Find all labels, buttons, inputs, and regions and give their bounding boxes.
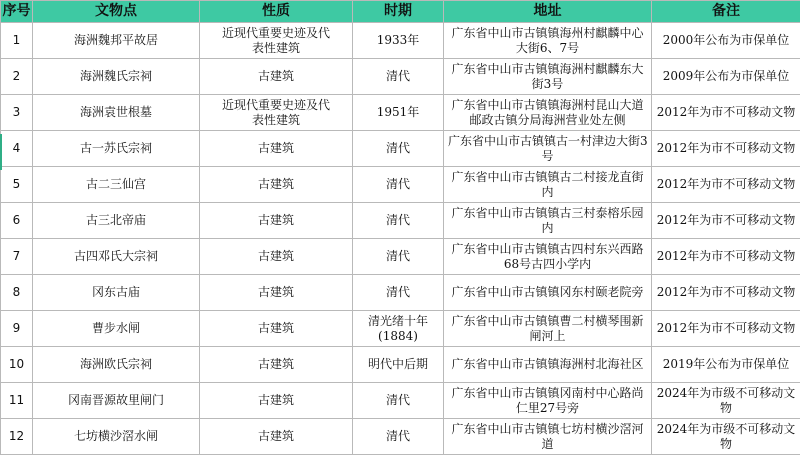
cell-no[interactable]: 5 <box>1 167 33 203</box>
cell-period-line: (1884) <box>378 328 418 343</box>
header-relic-site[interactable]: 文物点 <box>33 1 200 23</box>
cell-nature[interactable] <box>200 203 353 239</box>
cell-address[interactable] <box>444 95 652 131</box>
cell-address-line: 68号古四小学内 <box>503 256 592 271</box>
cell-address-line: 仁里27号旁 <box>515 400 580 415</box>
cell-note[interactable]: 2012年为市不可移动文物 <box>652 131 800 167</box>
cell-period[interactable] <box>353 95 444 131</box>
cell-period-line: 清代 <box>385 393 410 407</box>
cell-relic-site[interactable]: 曹步水闸 <box>33 311 200 347</box>
cell-note[interactable]: 2019年公布为市保单位 <box>652 347 800 383</box>
cell-address-line: 邮政古镇分局海洲营业处左侧 <box>469 112 626 127</box>
cell-nature-line: 表性建筑 <box>251 112 300 127</box>
cell-period-line: 清代 <box>385 141 410 155</box>
cell-address[interactable] <box>444 383 652 419</box>
cell-no[interactable]: 3 <box>1 95 33 131</box>
cell-period-line: 清代 <box>385 429 410 443</box>
cell-relic-site[interactable]: 古一苏氏宗祠 <box>33 131 200 167</box>
cell-period[interactable] <box>353 275 444 311</box>
selected-row-marker <box>0 134 2 170</box>
cell-nature-line: 古建筑 <box>257 141 294 155</box>
cell-no[interactable]: 11 <box>1 383 33 419</box>
header-nature[interactable]: 性质 <box>200 1 353 23</box>
cell-no[interactable]: 8 <box>1 275 33 311</box>
cell-nature[interactable] <box>200 131 353 167</box>
cell-no[interactable]: 6 <box>1 203 33 239</box>
table-row <box>1 95 800 131</box>
cell-nature-line: 古建筑 <box>257 285 294 299</box>
cell-address-line: 广东省中山市古镇镇古一村津边大街3 <box>448 133 648 148</box>
cell-nature[interactable] <box>200 95 353 131</box>
cell-relic-site[interactable]: 冈东古庙 <box>33 275 200 311</box>
cell-relic-site[interactable]: 海洲袁世根墓 <box>33 95 200 131</box>
cell-nature-line: 古建筑 <box>257 177 294 191</box>
cell-address-line: 内 <box>541 220 554 235</box>
cell-period[interactable] <box>353 203 444 239</box>
cell-no[interactable]: 12 <box>1 419 33 455</box>
cell-relic-site[interactable]: 海洲魏邦平故居 <box>33 23 200 59</box>
cell-address-line: 广东省中山市古镇镇古二村接龙直街 <box>451 169 644 184</box>
cell-note[interactable]: 2012年为市不可移动文物 <box>652 311 800 347</box>
cell-nature[interactable] <box>200 239 353 275</box>
cell-nature-line: 表性建筑 <box>251 40 300 55</box>
cell-nature[interactable] <box>200 419 353 455</box>
header-row <box>1 1 800 23</box>
cell-nature-line: 古建筑 <box>257 357 294 371</box>
header-note[interactable]: 备注 <box>652 1 800 23</box>
cell-nature[interactable] <box>200 383 353 419</box>
cell-no[interactable]: 1 <box>1 23 33 59</box>
cell-address-line: 闸河上 <box>529 328 566 343</box>
table-row <box>1 311 800 347</box>
cell-period[interactable] <box>353 347 444 383</box>
cell-address[interactable] <box>444 23 652 59</box>
cell-address-line: 广东省中山市古镇镇海洲村北海社区 <box>451 357 644 371</box>
cell-period[interactable] <box>353 59 444 95</box>
cell-relic-site[interactable]: 海洲魏氏宗祠 <box>33 59 200 95</box>
cell-note[interactable]: 2012年为市不可移动文物 <box>652 203 800 239</box>
cell-address-line: 广东省中山市古镇镇七坊村横沙滘河 <box>451 421 644 436</box>
table-row <box>1 347 800 383</box>
cell-note[interactable]: 2012年为市不可移动文物 <box>652 95 800 131</box>
cell-address[interactable] <box>444 167 652 203</box>
cell-note[interactable]: 2012年为市不可移动文物 <box>652 167 800 203</box>
table-row <box>1 239 800 275</box>
cell-address[interactable] <box>444 275 652 311</box>
cell-period[interactable] <box>353 383 444 419</box>
cell-relic-site[interactable]: 古二三仙宫 <box>33 167 200 203</box>
cell-period[interactable] <box>353 131 444 167</box>
cell-address-line: 广东省中山市古镇镇古四村东兴西路 <box>451 241 644 256</box>
cell-address-line: 内 <box>541 184 554 199</box>
cell-address-line: 广东省中山市古镇镇海州村麒麟中心 <box>451 25 644 40</box>
cell-nature[interactable] <box>200 347 353 383</box>
cell-nature[interactable] <box>200 167 353 203</box>
cell-relic-site[interactable]: 海洲欧氏宗祠 <box>33 347 200 383</box>
cell-address-line: 道 <box>541 436 554 451</box>
table-row <box>1 59 800 95</box>
table-row <box>1 203 800 239</box>
cell-nature[interactable] <box>200 311 353 347</box>
cell-no[interactable]: 10 <box>1 347 33 383</box>
cell-period-line: 清代 <box>385 177 410 191</box>
cell-no[interactable]: 7 <box>1 239 33 275</box>
header-period[interactable]: 时期 <box>353 1 444 23</box>
cell-period[interactable] <box>353 239 444 275</box>
cell-period-line: 清代 <box>385 285 410 299</box>
cell-period[interactable] <box>353 23 444 59</box>
cell-address[interactable] <box>444 59 652 95</box>
cell-note[interactable]: 2024年为市级不可移动文物 <box>652 419 800 455</box>
cell-nature-line: 近现代重要史迹及代 <box>221 25 330 40</box>
cell-address[interactable] <box>444 419 652 455</box>
cell-note[interactable]: 2012年为市不可移动文物 <box>652 275 800 311</box>
cell-relic-site[interactable]: 冈南晋源故里闸门 <box>33 383 200 419</box>
cell-nature-line: 古建筑 <box>257 429 294 443</box>
cell-nature-line: 古建筑 <box>257 321 294 335</box>
cell-period-line: 清代 <box>385 213 410 227</box>
cell-nature[interactable] <box>200 275 353 311</box>
cell-address[interactable] <box>444 131 652 167</box>
cell-nature[interactable] <box>200 23 353 59</box>
table-row <box>1 419 800 455</box>
cell-period-line: 清代 <box>385 249 410 263</box>
cell-period-line: 清代 <box>385 69 410 83</box>
cell-nature-line: 古建筑 <box>257 249 294 263</box>
cell-address[interactable] <box>444 239 652 275</box>
table-row <box>1 275 800 311</box>
header-no[interactable]: 序号 <box>1 1 33 23</box>
cell-address[interactable] <box>444 311 652 347</box>
table-row <box>1 383 800 419</box>
cell-note[interactable]: 2012年为市不可移动文物 <box>652 239 800 275</box>
cell-relic-site[interactable]: 古四邓氏大宗祠 <box>33 239 200 275</box>
cell-relic-site[interactable]: 古三北帝庙 <box>33 203 200 239</box>
cell-no[interactable]: 9 <box>1 311 33 347</box>
cell-address-line: 广东省中山市古镇镇古三村泰榕乐园 <box>451 205 644 220</box>
header-address[interactable]: 地址 <box>444 1 652 23</box>
cell-nature[interactable] <box>200 59 353 95</box>
cell-nature-line: 近现代重要史迹及代 <box>221 97 330 112</box>
table-row <box>1 23 800 59</box>
cell-nature-line: 古建筑 <box>257 69 294 83</box>
cell-note[interactable]: 2024年为市级不可移动文物 <box>652 383 800 419</box>
cell-address-line: 广东省中山市古镇镇冈东村颐老院旁 <box>451 285 644 299</box>
cell-address-line: 广东省中山市古镇镇海洲村昆山大道 <box>451 97 644 112</box>
cell-address-line: 广东省中山市古镇镇冈南村中心路尚 <box>451 385 644 400</box>
cell-period-line: 明代中后期 <box>367 357 428 371</box>
cell-no[interactable]: 4 <box>1 131 33 167</box>
cell-nature-line: 古建筑 <box>257 393 294 407</box>
cell-relic-site[interactable]: 七坊横沙滘水闸 <box>33 419 200 455</box>
cell-address-line: 街3号 <box>531 76 564 91</box>
cell-note[interactable]: 2009年公布为市保单位 <box>652 59 800 95</box>
table-body <box>1 23 800 455</box>
table-row <box>1 131 800 167</box>
cell-note[interactable]: 2000年公布为市保单位 <box>652 23 800 59</box>
cell-address[interactable] <box>444 347 652 383</box>
cell-period-line: 清光绪十年 <box>367 313 428 328</box>
cell-period[interactable] <box>353 311 444 347</box>
cell-address-line: 大街6、7号 <box>515 40 580 55</box>
cell-no[interactable]: 2 <box>1 59 33 95</box>
cell-address-line: 广东省中山市古镇镇海洲村麒麟东大 <box>451 61 644 76</box>
cell-address-line: 广东省中山市古镇镇曹二村横琴围新 <box>451 313 644 328</box>
cell-period-line: 1933年 <box>376 33 420 47</box>
cell-period[interactable] <box>353 419 444 455</box>
cell-nature-line: 古建筑 <box>257 213 294 227</box>
table-row <box>1 167 800 203</box>
cell-address[interactable] <box>444 203 652 239</box>
cell-address-line: 号 <box>541 148 554 163</box>
cell-period[interactable] <box>353 167 444 203</box>
cell-period-line: 1951年 <box>376 105 420 119</box>
